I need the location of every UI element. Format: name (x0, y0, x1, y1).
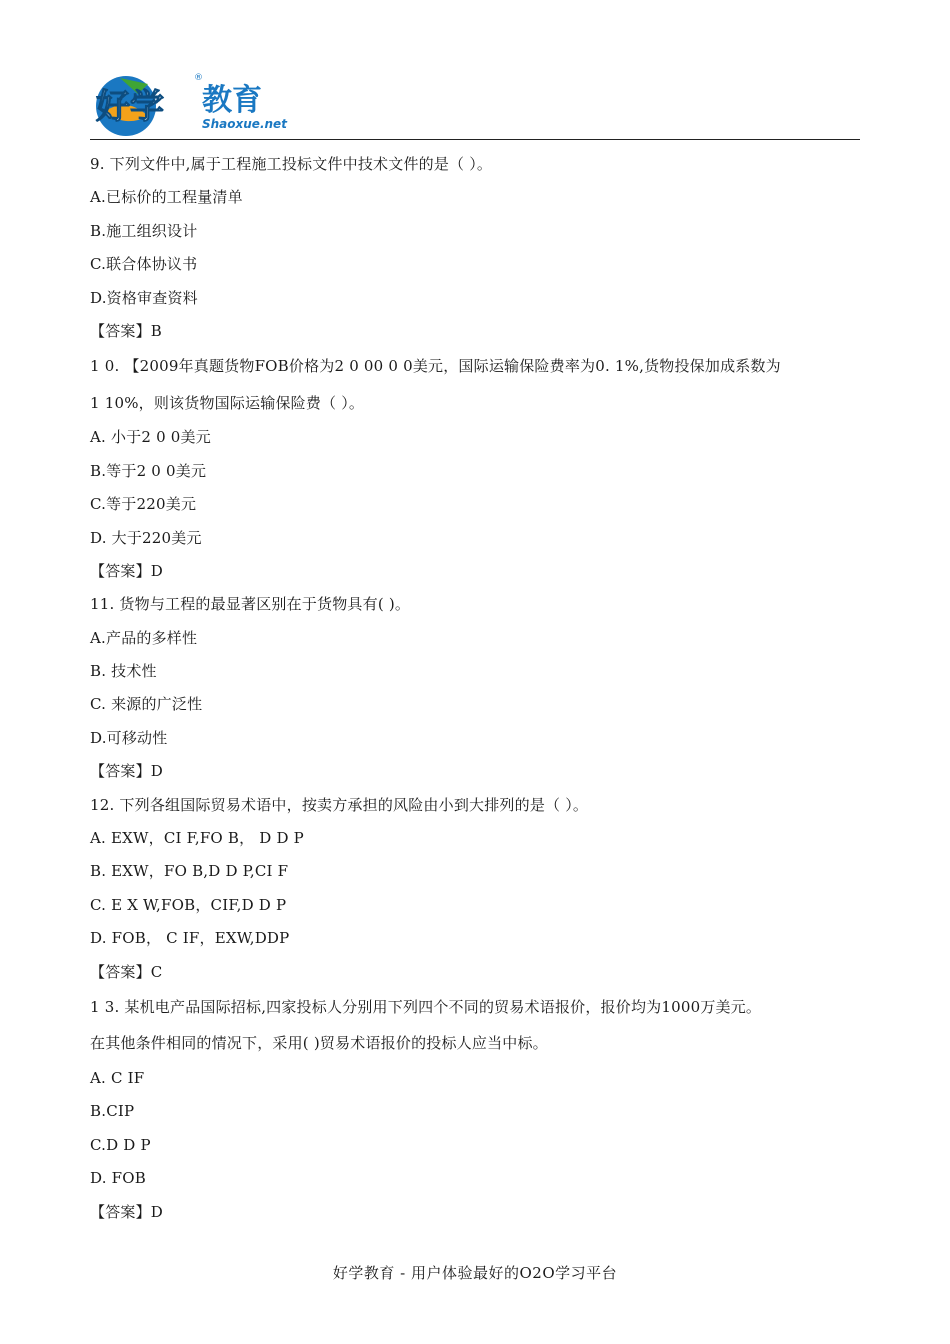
question-12-option-a: A. EXW，CI F,FO B， D D P (90, 829, 304, 848)
question-9-option-a: A.已标价的工程量清单 (90, 188, 243, 207)
question-10-option-a: A. 小于2 0 0美元 (90, 428, 211, 447)
question-9-option-d: D.资格审查资料 (90, 288, 198, 307)
header-divider (90, 139, 860, 140)
question-12-option-c: C. E X W,FOB，CIF,D D P (90, 895, 287, 914)
question-10-answer: 【答案】D (90, 561, 164, 580)
question-13-option-d: D. FOB (90, 1169, 146, 1188)
question-12-stem: 12. 下列各组国际贸易术语中，按卖方承担的风险由小到大排列的是（ ）。 (90, 795, 589, 814)
question-9-option-b: B.施工组织设计 (90, 221, 198, 240)
question-11-option-b: B. 技术性 (90, 662, 157, 681)
question-13-stem-line-2: 在其他条件相同的情况下，采用( )贸易术语报价的投标人应当中标。 (90, 1034, 548, 1053)
question-13-option-a: A. C IF (90, 1068, 145, 1087)
question-11-option-d: D.可移动性 (90, 728, 168, 747)
question-11-stem: 11. 货物与工程的最显著区别在于货物具有( )。 (90, 595, 411, 614)
question-13-option-c: C.D D P (90, 1135, 151, 1154)
page-header (90, 66, 860, 142)
question-list (90, 148, 865, 1229)
shaoxue-logo (90, 66, 290, 138)
question-11-answer: 【答案】D (90, 762, 164, 781)
page-footer: 好学教育 - 用户体验最好的O2O学习平台 (332, 1264, 618, 1282)
question-10-option-d: D. 大于220美元 (90, 528, 202, 547)
question-11-option-c: C. 来源的广泛性 (90, 695, 203, 714)
question-10-option-b: B.等于2 0 0美元 (90, 461, 207, 480)
question-9-answer: 【答案】B (90, 321, 163, 340)
question-11-option-a: A.产品的多样性 (90, 628, 198, 647)
question-10-stem-line-2: 1 10%，则该货物国际运输保险费（ ）。 (90, 393, 365, 412)
question-9-option-c: C.联合体协议书 (90, 255, 198, 274)
question-10-stem-line-1: 1 0. 【2009年真题货物FOB价格为2 0 00 0 0美元，国际运输保险费率为0. 1%,货物投保加成系数为 (90, 357, 781, 376)
logo-text-2: 教育 (202, 83, 262, 118)
logo-text: 好学 (96, 87, 164, 127)
question-12-option-b: B. EXW，FO B,D D P,CI F (90, 862, 289, 881)
question-13-stem-line-1: 1 3. 某机电产品国际招标,四家投标人分别用下列四个不同的贸易术语报价，报价均为1000万美元。 (90, 997, 762, 1016)
question-9-stem: 9. 下列文件中,属于工程施工投标文件中技术文件的是（ ）。 (90, 155, 493, 173)
logo-subtext: Shaoxue.net (202, 117, 287, 131)
question-13-answer: 【答案】D (90, 1202, 164, 1221)
question-10-option-c: C.等于220美元 (90, 495, 197, 514)
question-13-option-b: B.CIP (90, 1102, 135, 1121)
question-12-answer: 【答案】C (90, 962, 163, 981)
registered-mark: ® (194, 73, 203, 83)
question-12-option-d: D. FOB， C IF，EXW,DDP (90, 929, 290, 948)
